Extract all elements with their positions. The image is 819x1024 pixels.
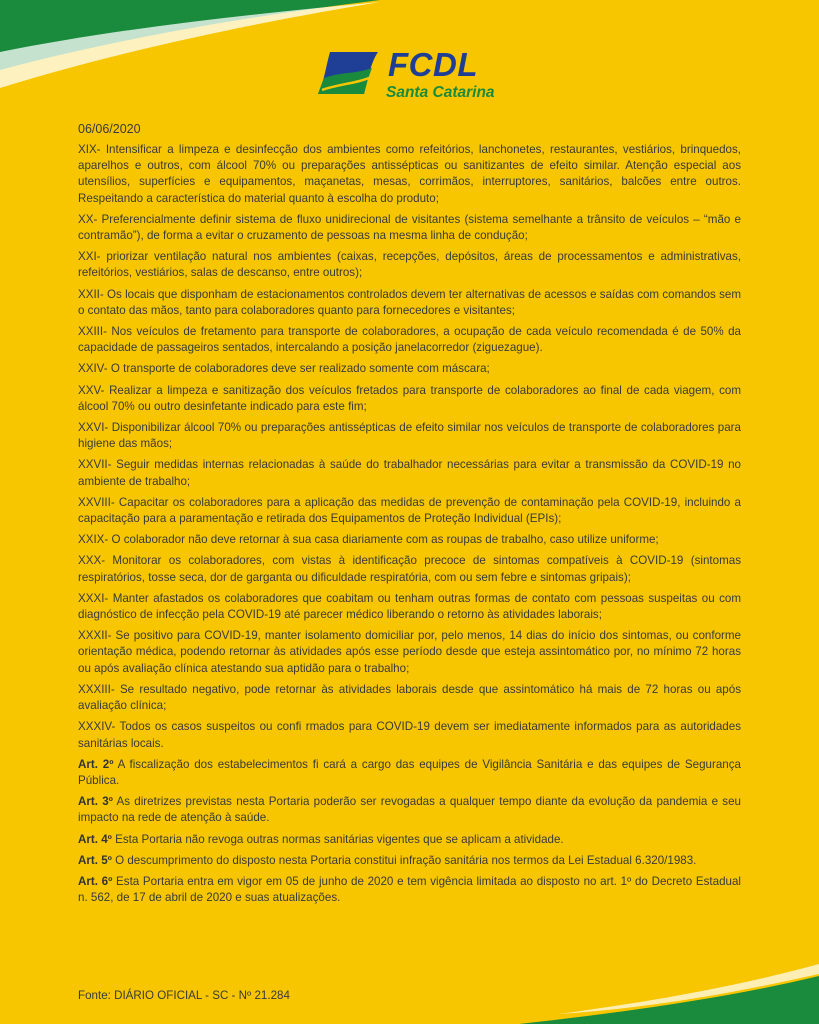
article-label: Art. 4º xyxy=(78,832,112,846)
article-6 xyxy=(78,874,741,906)
clause-item: XXIV- O transporte de colaboradores deve ser realizado somente com máscara; xyxy=(78,362,490,376)
clause-item: XXX- Monitorar os colaboradores, com vistas à identificação precoce de sintomas compatíveis à COVID-19 (sintomas respiratórios, tosse seca, dor de garganta ou dificuldade respiratória, com ou sem febre e sintomas gripais); xyxy=(78,554,741,584)
clause-item: XXXIII- Se resultado negativo, pode retornar às atividades laborais desde que assintomático há mais de 72 horas ou após avaliação clínica; xyxy=(78,682,741,713)
article-5 xyxy=(78,853,741,869)
clause-item: XXVII- Seguir medidas internas relacionadas à saúde do trabalhador necessárias para evitar a transmissão da COVID-19 no ambiente de trabalho; xyxy=(78,458,741,488)
clause-item: XXII- Os locais que disponham de estacionamentos controlados devem ter alternativas de acessos e saídas com comandos sem o contato das mãos, tanto para colaboradores quanto para fornecedores e visitantes; xyxy=(78,287,741,317)
clause-item: XXVIII- Capacitar os colaboradores para a aplicação das medidas de prevenção de contaminação pela COVID-19, incluindo a capacitação para a paramentação e retirada dos Equipamentos de Proteção Individual (EPIs); xyxy=(78,495,741,526)
document-date: 06/06/2020 xyxy=(78,122,141,136)
article-label: Art. 5º xyxy=(78,853,112,867)
article-label: Art. 3º xyxy=(78,795,113,809)
article-label: Art. 6º xyxy=(78,874,113,888)
article-text: As diretrizes previstas nesta Portaria poderão ser revogadas a qualquer tempo diante da evolução da pandemia e seu impacto na rede de atenção à saúde. xyxy=(78,795,741,825)
brand-subtitle: Santa Catarina xyxy=(386,84,495,101)
article-2 xyxy=(78,757,741,789)
article-text: A fiscalização dos estabelecimentos fi cará a cargo das equipes de Vigilância Sanitária e das equipes de Segurança Pública. xyxy=(78,757,741,787)
fcdl-logo xyxy=(316,46,516,106)
article-text: O descumprimento do disposto nesta Portaria constitui infração sanitária nos termos da Lei Estadual 6.320/1983. xyxy=(111,853,697,867)
fcdl-logo-mark-icon xyxy=(316,50,382,102)
article-3 xyxy=(78,794,741,826)
article-text: Esta Portaria entra em vigor em 05 de junho de 2020 e tem vigência limitada ao disposto no art. 1º do Decreto Estadual n. 562, de 17 de abril de 2020 e suas atualizações. xyxy=(78,874,741,905)
article-label: Art. 2º xyxy=(78,757,114,771)
clause-item: XXI- priorizar ventilação natural nos ambientes (caixas, recepções, depósitos, áreas de processamentos e administrativas, refeitórios, vestiários, salas de descanso, entre outros); xyxy=(78,250,741,280)
clause-item: XX- Preferencialmente definir sistema de fluxo unidirecional de visitantes (sistema semelhante a trânsito de veículos – “mão e contramão”), de forma a evitar o cruzamento de pessoas na mesma linha de condução; xyxy=(78,212,741,243)
clause-item: XIX- Intensificar a limpeza e desinfecção dos ambientes como refeitórios, lanchonetes, restaurantes, vestiários, brinquedos, aparelhos e outros, com álcool 70% ou preparações antissépticas ou sanitizantes de efeito similar. Atenção especial aos utensílios, superfícies e equipamentos, maçanetas, mesas, corrimãos, interruptores, sanitários, balcões entre outros. Respeitando a característica do material quanto à escolha do produto; xyxy=(78,143,741,205)
clause-item: XXVI- Disponibilizar álcool 70% ou preparações antissépticas de efeito similar nos veículos de transporte de colaboradores para higiene das mãos; xyxy=(78,421,741,451)
brand-name: FCDL xyxy=(388,46,478,83)
corner-decoration-bottom-right xyxy=(519,964,819,1024)
clause-item: XXIX- O colaborador não deve retornar à sua casa diariamente com as roupas de trabalho, caso utilize uniforme; xyxy=(78,533,659,547)
clause-item: XXXII- Se positivo para COVID-19, manter isolamento domiciliar por, pelo menos, 14 dias do início dos sintomas, ou conforme orientação médica, podendo retornar às atividades após esse período desde que esteja assintomático por, no mínimo 72 horas ou após avaliação clínica atestando sua aptidão para o trabalho; xyxy=(78,629,741,675)
article-text: Esta Portaria não revoga outras normas sanitárias vigentes que se aplicam a atividade. xyxy=(111,832,564,846)
clause-item: XXV- Realizar a limpeza e sanitização dos veículos fretados para transporte de colaboradores ao final de cada viagem, com álcool 70% ou outro desinfetante indicado para este fim; xyxy=(78,383,741,413)
source-citation: Fonte: DIÁRIO OFICIAL - SC - Nº 21.284 xyxy=(78,989,290,1002)
clause-item: XXIII- Nos veículos de fretamento para transporte de colaboradores, a ocupação de cada veículo recomendada é de 50% da capacidade de passageiros sentados, intercalando a posição janelacorredor (ziguezague). xyxy=(78,325,741,355)
document-body xyxy=(78,121,741,911)
clause-item: XXXI- Manter afastados os colaboradores que coabitam ou tenham outras formas de contato com pessoas suspeitas ou com diagnóstico de infecção pela COVID-19 até parecer médico liberando o retorno às atividades laborais; xyxy=(78,591,741,622)
clause-item: XXXIV- Todos os casos suspeitos ou confi rmados para COVID-19 devem ser imediatamente informados para as autoridades sanitárias locais. xyxy=(78,720,741,750)
article-4 xyxy=(78,832,741,848)
